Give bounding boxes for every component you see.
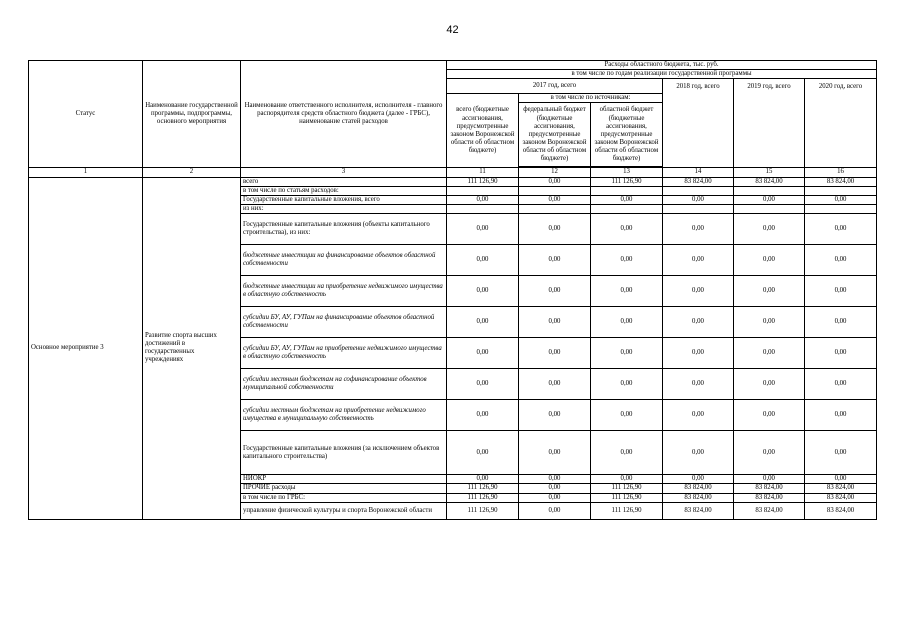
value-cell: 0,00 <box>519 493 591 502</box>
value-cell: 83 824,00 <box>663 484 734 493</box>
row-label: из них: <box>241 205 447 214</box>
value-cell: 0,00 <box>519 484 591 493</box>
value-cell: 111 126,90 <box>591 502 663 519</box>
value-cell: 0,00 <box>591 214 663 245</box>
value-cell: 0,00 <box>663 338 734 369</box>
value-cell: 83 824,00 <box>805 484 877 493</box>
value-cell: 0,00 <box>519 307 591 338</box>
value-cell: 0,00 <box>663 245 734 276</box>
value-cell: 111 126,90 <box>591 177 663 186</box>
value-cell: 83 824,00 <box>734 177 805 186</box>
row-label: Государственные капитальные вложения, всего <box>241 195 447 204</box>
value-cell: 0,00 <box>447 245 519 276</box>
program-cell: Развитие спорта высших достижений в государственных учреждениях <box>143 177 241 519</box>
value-cell: 83 824,00 <box>663 493 734 502</box>
value-cell: 111 126,90 <box>447 177 519 186</box>
value-cell: 0,00 <box>663 214 734 245</box>
value-cell: 0,00 <box>734 369 805 400</box>
value-cell: 0,00 <box>663 276 734 307</box>
value-cell <box>519 186 591 195</box>
value-cell: 83 824,00 <box>734 502 805 519</box>
value-cell: 0,00 <box>591 245 663 276</box>
value-cell: 0,00 <box>447 400 519 431</box>
value-cell: 0,00 <box>447 276 519 307</box>
value-cell: 0,00 <box>805 475 877 484</box>
row-label: Государственные капитальные вложения (объекты капитального строительства), из них: <box>241 214 447 245</box>
row-label: бюджетные инвестиции на финансирование объектов областной собственности <box>241 245 447 276</box>
status-cell: Основное мероприятие 3 <box>29 177 143 519</box>
value-cell: 0,00 <box>734 307 805 338</box>
value-cell: 0,00 <box>447 369 519 400</box>
column-number: 2 <box>143 168 241 177</box>
table-row <box>29 177 877 186</box>
executor-header: Наименование ответственного исполнителя, исполнителя - главного распорядителя средств областного бюджета (далее - ГРБС), наименование статей расходов <box>241 61 447 168</box>
by-years-header: в том числе по годам реализации государственной программы <box>447 70 877 79</box>
column-number: 12 <box>519 168 591 177</box>
value-cell <box>805 186 877 195</box>
value-cell: 0,00 <box>663 475 734 484</box>
value-cell: 0,00 <box>519 475 591 484</box>
row-label: в том числе по статьям расходов: <box>241 186 447 195</box>
value-cell: 0,00 <box>591 369 663 400</box>
value-cell: 0,00 <box>591 475 663 484</box>
year-2017-header: 2017 год, всего <box>447 79 663 94</box>
value-cell: 0,00 <box>591 431 663 475</box>
value-cell: 0,00 <box>447 307 519 338</box>
row-label: всего <box>241 177 447 186</box>
row-label: субсидии местным бюджетам на приобретение недвижимого имущества в муниципальную собственность <box>241 400 447 431</box>
value-cell <box>663 205 734 214</box>
value-cell <box>734 205 805 214</box>
value-cell: 0,00 <box>519 338 591 369</box>
value-cell: 0,00 <box>519 214 591 245</box>
expenses-header: Расходы областного бюджета, тыс. руб. <box>447 61 877 70</box>
value-cell: 0,00 <box>734 214 805 245</box>
value-cell: 0,00 <box>734 431 805 475</box>
row-label: бюджетные инвестиции на приобретение недвижимого имущества в областную собственность <box>241 276 447 307</box>
source-total-header: всего (бюджетные ассигнования, предусмотренные законом Воронежской области об областном бюджете) <box>447 94 519 168</box>
value-cell: 111 126,90 <box>591 493 663 502</box>
value-cell: 0,00 <box>519 276 591 307</box>
value-cell: 0,00 <box>447 195 519 204</box>
value-cell: 0,00 <box>805 245 877 276</box>
value-cell: 0,00 <box>447 214 519 245</box>
value-cell: 0,00 <box>663 400 734 431</box>
value-cell: 0,00 <box>663 369 734 400</box>
value-cell: 0,00 <box>805 338 877 369</box>
value-cell: 0,00 <box>591 307 663 338</box>
row-label: субсидии местным бюджетам на софинансирование объектов муниципальной собственности <box>241 369 447 400</box>
column-number: 13 <box>591 168 663 177</box>
value-cell: 0,00 <box>663 307 734 338</box>
value-cell: 0,00 <box>591 338 663 369</box>
value-cell: 111 126,90 <box>447 493 519 502</box>
source-federal-header: федеральный бюджет (бюджетные ассигнования, предусмотренные законом Воронежской области об областном бюджете) <box>519 103 591 167</box>
value-cell: 0,00 <box>734 475 805 484</box>
column-number: 15 <box>734 168 805 177</box>
value-cell: 0,00 <box>734 338 805 369</box>
value-cell: 83 824,00 <box>805 177 877 186</box>
year-2020-header: 2020 год, всего <box>805 79 877 168</box>
value-cell: 0,00 <box>734 245 805 276</box>
value-cell: 0,00 <box>519 502 591 519</box>
value-cell: 0,00 <box>447 475 519 484</box>
row-label: ПРОЧИЕ расходы <box>241 484 447 493</box>
row-label: в том числе по ГРБС: <box>241 493 447 502</box>
row-label: субсидии БУ, АУ, ГУПам на приобретение недвижимого имущества в областную собственность <box>241 338 447 369</box>
value-cell: 0,00 <box>805 400 877 431</box>
row-label: Государственные капитальные вложения (за исключением объектов капитального строительства) <box>241 431 447 475</box>
value-cell: 83 824,00 <box>663 502 734 519</box>
row-label: НИОКР <box>241 475 447 484</box>
value-cell: 0,00 <box>447 431 519 475</box>
value-cell: 83 824,00 <box>805 493 877 502</box>
value-cell <box>805 205 877 214</box>
value-cell: 0,00 <box>805 431 877 475</box>
value-cell: 111 126,90 <box>447 502 519 519</box>
value-cell: 0,00 <box>805 214 877 245</box>
value-cell: 0,00 <box>734 400 805 431</box>
column-number: 11 <box>447 168 519 177</box>
value-cell <box>447 205 519 214</box>
value-cell <box>663 186 734 195</box>
value-cell: 0,00 <box>519 431 591 475</box>
value-cell <box>447 186 519 195</box>
value-cell: 0,00 <box>591 276 663 307</box>
year-2018-header: 2018 год, всего <box>663 79 734 168</box>
value-cell: 111 126,90 <box>591 484 663 493</box>
value-cell: 83 824,00 <box>734 484 805 493</box>
value-cell: 0,00 <box>519 245 591 276</box>
value-cell: 0,00 <box>591 400 663 431</box>
value-cell: 0,00 <box>591 195 663 204</box>
value-cell: 0,00 <box>663 195 734 204</box>
source-regional-header: областной бюджет (бюджетные ассигнования, предусмотренные законом Воронежской области об областном бюджете) <box>591 103 663 167</box>
value-cell: 83 824,00 <box>734 493 805 502</box>
value-cell <box>591 186 663 195</box>
sources-header: в том числе по источникам: <box>519 94 663 103</box>
value-cell: 0,00 <box>447 338 519 369</box>
column-numbers-row <box>29 168 877 177</box>
row-label: управление физической культуры и спорта Воронежской области <box>241 502 447 519</box>
value-cell: 0,00 <box>734 276 805 307</box>
value-cell <box>734 186 805 195</box>
value-cell: 83 824,00 <box>663 177 734 186</box>
value-cell <box>519 205 591 214</box>
value-cell: 0,00 <box>519 369 591 400</box>
column-number: 16 <box>805 168 877 177</box>
value-cell: 83 824,00 <box>805 502 877 519</box>
value-cell: 0,00 <box>519 400 591 431</box>
value-cell: 0,00 <box>519 177 591 186</box>
budget-table <box>28 60 877 520</box>
row-label: субсидии БУ, АУ, ГУПам на финансирование объектов областной собственности <box>241 307 447 338</box>
column-number: 14 <box>663 168 734 177</box>
value-cell: 0,00 <box>805 307 877 338</box>
status-header: Статус <box>29 61 143 168</box>
value-cell: 0,00 <box>734 195 805 204</box>
value-cell <box>591 205 663 214</box>
value-cell: 0,00 <box>805 276 877 307</box>
column-number: 1 <box>29 168 143 177</box>
page-number: 42 <box>446 24 459 36</box>
column-number: 3 <box>241 168 447 177</box>
value-cell: 111 126,90 <box>447 484 519 493</box>
value-cell: 0,00 <box>805 195 877 204</box>
program-name-header: Наименование государственной программы, подпрограммы, основного мероприятия <box>143 61 241 168</box>
value-cell: 0,00 <box>663 431 734 475</box>
year-2019-header: 2019 год, всего <box>734 79 805 168</box>
value-cell: 0,00 <box>805 369 877 400</box>
value-cell: 0,00 <box>519 195 591 204</box>
